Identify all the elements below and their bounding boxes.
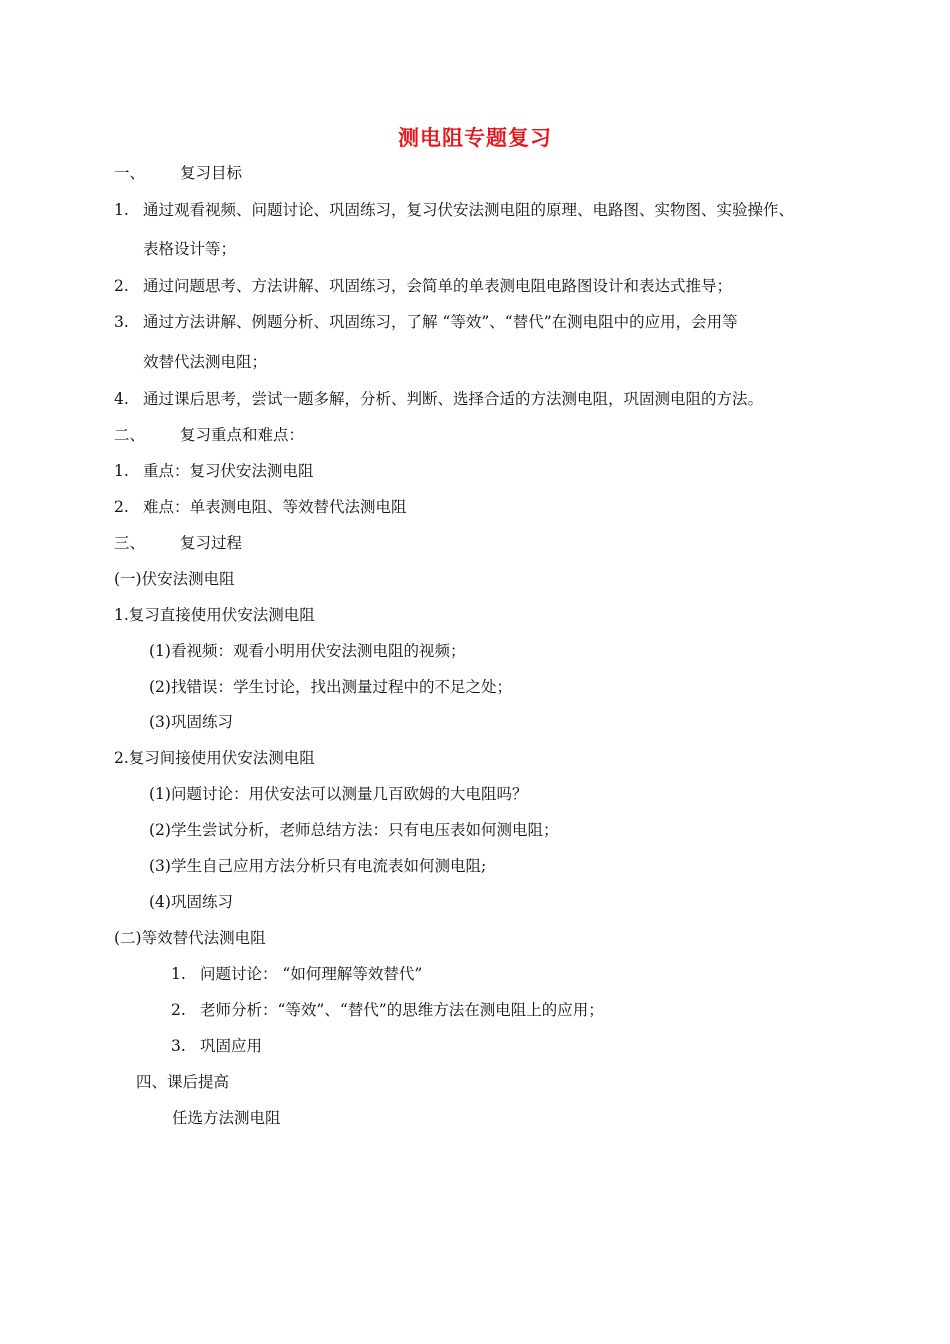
section-4-heading: 四、课后提高 xyxy=(136,1073,230,1091)
section-number: 二、 xyxy=(114,426,146,444)
section-number: 三、 xyxy=(114,534,146,552)
topic-heading: 2.复习间接使用伏安法测电阻 xyxy=(114,749,315,767)
item-text: 通过问题思考、方法讲解、巩固练习，会简单的单表测电阻电路图设计和表达式推导； xyxy=(143,277,733,295)
item-number: 2. xyxy=(114,277,129,295)
item-text: 重点：复习伏安法测电阻 xyxy=(143,462,314,480)
item-number: 1. xyxy=(114,462,129,480)
process-step: (3)学生自己应用方法分析只有电流表如何测电阻; xyxy=(149,857,487,875)
process-step: (4)巩固练习 xyxy=(149,893,233,911)
item-text: 通过观看视频、问题讨论、巩固练习，复习伏安法测电阻的原理、电路图、实物图、实验操作、 xyxy=(143,201,795,219)
item-number: 4. xyxy=(114,390,129,408)
page-title: 测电阻专题复习 xyxy=(398,126,552,150)
process-step: (2)找错误：学生讨论，找出测量过程中的不足之处； xyxy=(149,678,512,696)
item-text: 通过方法讲解、例题分析、巩固练习，了解 “等效”、“替代”在测电阻中的应用，会用等 xyxy=(143,313,738,331)
subsection-heading: (一)伏安法测电阻 xyxy=(114,570,235,588)
process-step: (3)巩固练习 xyxy=(149,713,233,731)
subsection-heading: (二)等效替代法测电阻 xyxy=(114,929,266,947)
item-text: 效替代法测电阻； xyxy=(143,353,268,371)
topic-heading: 1.复习直接使用伏安法测电阻 xyxy=(114,606,315,624)
process-step: (1)看视频：观看小明用伏安法测电阻的视频； xyxy=(149,642,466,660)
section-title: 复习目标 xyxy=(180,164,243,182)
item-text: 老师分析：“等效”、“替代”的思维方法在测电阻上的应用； xyxy=(200,1001,604,1019)
item-text: 难点：单表测电阻、等效替代法测电阻 xyxy=(143,498,407,516)
item-number: 2. xyxy=(171,1001,186,1019)
section-title: 复习过程 xyxy=(180,534,243,552)
process-step: (2)学生尝试分析，老师总结方法：只有电压表如何测电阻； xyxy=(149,821,559,839)
item-number: 2. xyxy=(114,498,129,516)
item-number: 1. xyxy=(171,965,186,983)
section-4-text: 任选方法测电阻 xyxy=(172,1109,281,1127)
section-number: 一、 xyxy=(114,164,146,182)
item-text: 问题讨论： “如何理解等效替代” xyxy=(200,965,423,983)
item-number: 1. xyxy=(114,201,129,219)
process-step: (1)问题讨论：用伏安法可以测量几百欧姆的大电阻吗？ xyxy=(149,785,528,803)
section-title: 复习重点和难点： xyxy=(180,426,305,444)
item-text: 巩固应用 xyxy=(200,1037,263,1055)
item-number: 3. xyxy=(171,1037,186,1055)
item-number: 3. xyxy=(114,313,129,331)
item-text: 表格设计等； xyxy=(143,240,237,258)
item-text: 通过课后思考，尝试一题多解，分析、判断、选择合适的方法测电阻，巩固测电阻的方法。 xyxy=(143,390,764,408)
